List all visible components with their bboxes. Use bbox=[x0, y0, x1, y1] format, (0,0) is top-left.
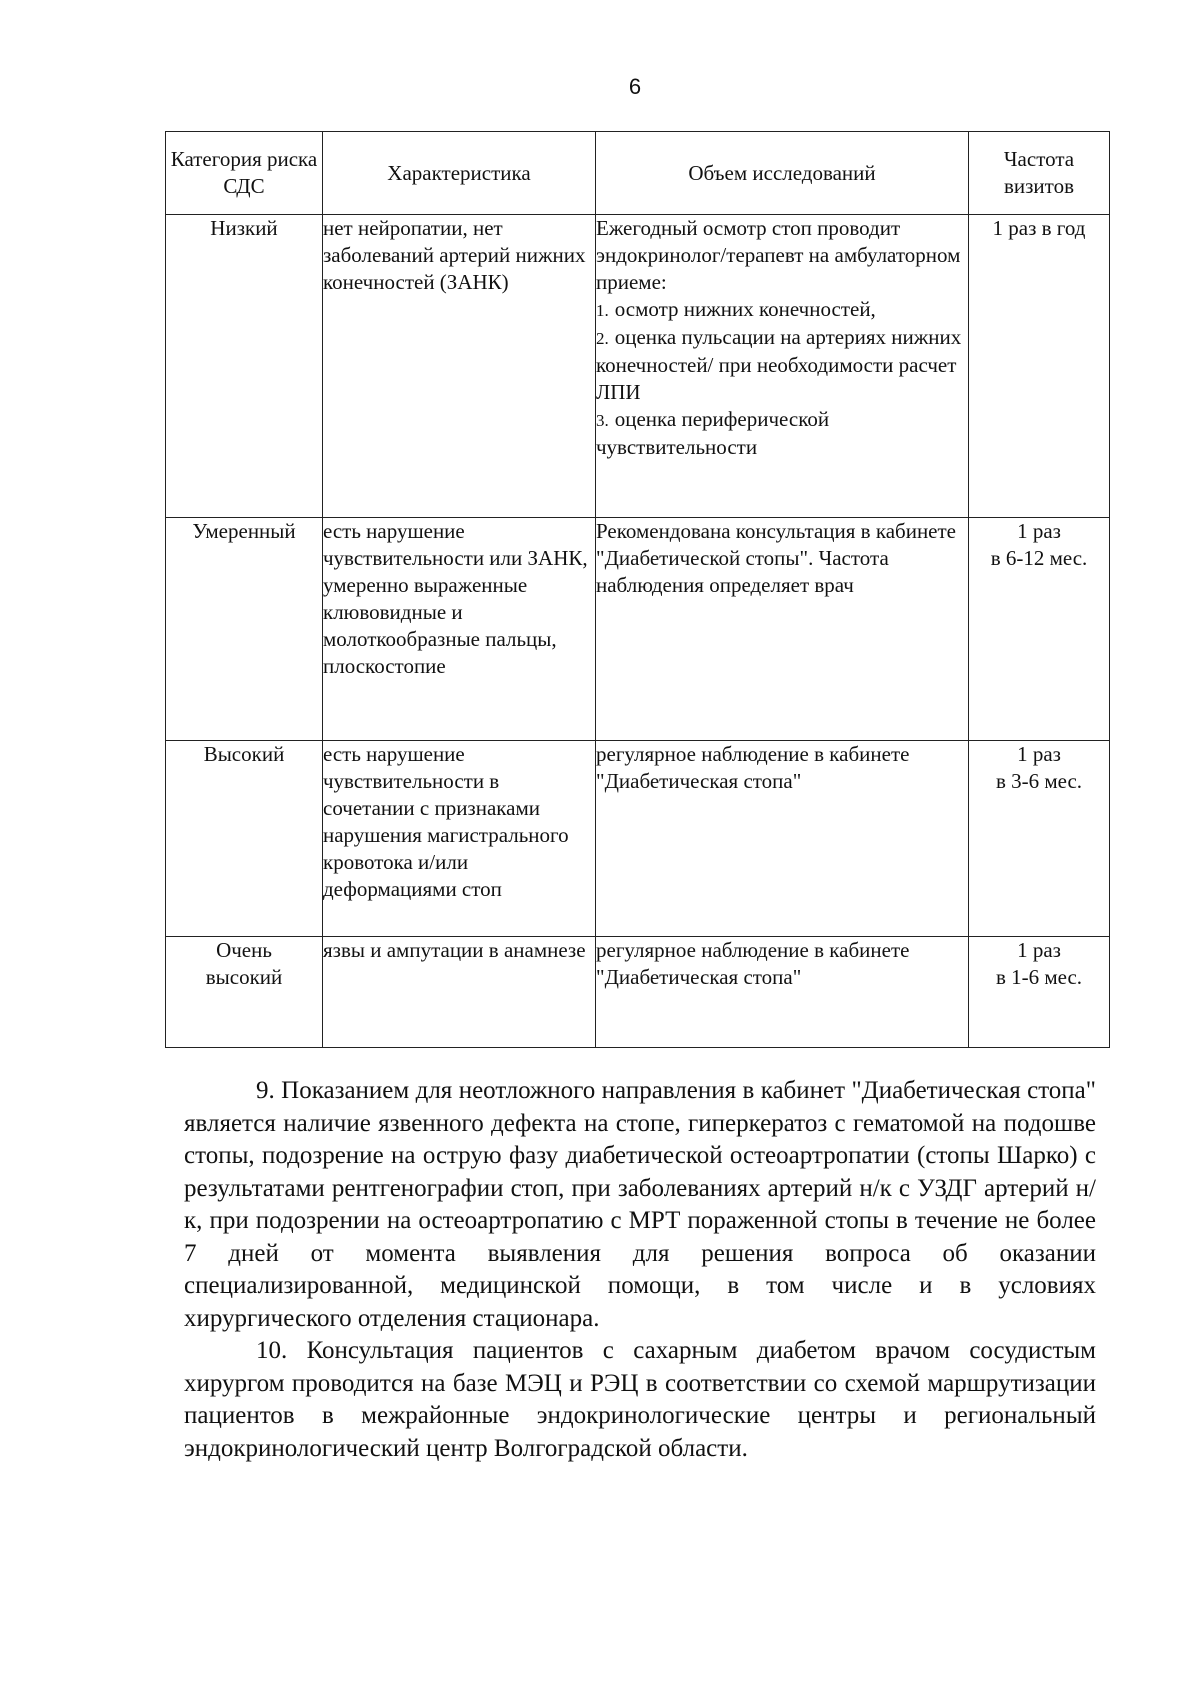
list-item bbox=[596, 406, 968, 461]
cell-characteristic: язвы и ампутации в анамнезе bbox=[323, 937, 596, 1048]
frequency-period: в 1-6 мес. bbox=[995, 965, 1083, 989]
cell-volume: регулярное наблюдение в кабинете "Диабетическая стопа" bbox=[596, 937, 969, 1048]
header-characteristic: Характеристика bbox=[323, 132, 596, 215]
frequency-count: 1 раз bbox=[1017, 742, 1061, 766]
cell-volume: регулярное наблюдение в кабинете "Диабетическая стопа" bbox=[596, 741, 969, 937]
table-header-row bbox=[166, 132, 1110, 215]
header-risk-category: Категория риска СДС bbox=[166, 132, 323, 215]
list-text: оценка периферической чувствительности bbox=[596, 407, 830, 459]
category-line: высокий bbox=[205, 965, 283, 989]
cell-category: Низкий bbox=[166, 215, 323, 518]
cell-frequency bbox=[969, 518, 1110, 741]
cell-volume bbox=[596, 215, 969, 518]
frequency-count: 1 раз bbox=[1017, 938, 1061, 962]
risk-category-table bbox=[165, 131, 1110, 1048]
list-item bbox=[596, 324, 968, 406]
cell-frequency: 1 раз в год bbox=[969, 215, 1110, 518]
list-item bbox=[596, 296, 968, 324]
cell-category bbox=[166, 937, 323, 1048]
cell-frequency bbox=[969, 741, 1110, 937]
cell-category: Умеренный bbox=[166, 518, 323, 741]
header-visit-frequency: Частота визитов bbox=[969, 132, 1110, 215]
list-text: осмотр нижних конечностей, bbox=[614, 297, 876, 321]
frequency-count: 1 раз bbox=[1017, 519, 1061, 543]
cell-characteristic: нет нейропатии, нет заболеваний артерий нижних конечностей (ЗАНК) bbox=[323, 215, 596, 518]
header-examination-volume: Объем исследований bbox=[596, 132, 969, 215]
cell-characteristic: есть нарушение чувствительности в сочетании с признаками нарушения магистрального кровотока и/или деформациями стоп bbox=[323, 741, 596, 937]
table-row bbox=[166, 741, 1110, 937]
table-row bbox=[166, 518, 1110, 741]
paragraph-10: 10. Консультация пациентов с сахарным диабетом врачом сосудистым хирургом проводится на базе МЭЦ и РЭЦ в соответствии со схемой маршрутизации пациентов в межрайонные эндокринологические центры и региональный эндокринологический центр Волгоградской области. bbox=[184, 1337, 1096, 1462]
cell-frequency bbox=[969, 937, 1110, 1048]
list-number: 2. bbox=[596, 329, 609, 348]
category-line: Очень bbox=[216, 938, 272, 962]
body-text bbox=[184, 1075, 1096, 1465]
frequency-period: в 6-12 мес. bbox=[990, 546, 1088, 570]
cell-volume: Рекомендована консультация в кабинете "Диабетической стопы". Частота наблюдения определяет врач bbox=[596, 518, 969, 741]
cell-category: Высокий bbox=[166, 741, 323, 937]
table-row bbox=[166, 215, 1110, 518]
paragraph-9: 9. Показанием для неотложного направления в кабинет "Диабетическая стопа" является наличие язвенного дефекта на стопе, гиперкератоз с гематомой на подошве стопы, подозрение на острую фазу диабетической остеоартропатии (стопы Шарко) с результатами рентгенографии стоп, при заболеваниях артерий н/к с УЗДГ артерий н/к, при подозрении на остеоартропатию с МРТ пораженной стопы в течение не более 7 дней от момента выявления для решения вопроса об оказании специализированной, медицинской помощи, в том числе и в условиях хирургического отделения стационара. bbox=[184, 1077, 1096, 1332]
volume-intro: Ежегодный осмотр стоп проводит эндокринолог/терапевт на амбулаторном приеме: bbox=[596, 216, 961, 294]
cell-characteristic: есть нарушение чувствительности или ЗАНК, умеренно выраженные клювовидные и молоткообразные пальцы, плоскостопие bbox=[323, 518, 596, 741]
list-number: 3. bbox=[596, 411, 609, 430]
list-number: 1. bbox=[596, 301, 609, 320]
frequency-period: в 3-6 мес. bbox=[995, 769, 1083, 793]
page-number: 6 bbox=[628, 74, 642, 99]
table-row bbox=[166, 937, 1110, 1048]
list-text: оценка пульсации на артериях нижних конечностей/ при необходимости расчет ЛПИ bbox=[596, 325, 962, 404]
